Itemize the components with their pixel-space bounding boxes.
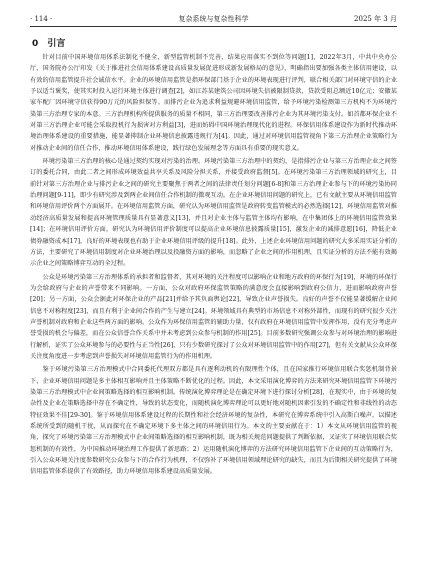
running-header <box>30 13 397 25</box>
journal-title: 复杂系统与复杂性科学 <box>178 15 249 23</box>
paragraph: 鉴于环境污染第三方治理模式中合同委托代理双方都是具有逐利动机的有限理性个体，且在国家推行环境信用联合奖惩机制背景下，企业环境信用问题是多主体相互影响并且主体策略不断优化的过程。因此，本文采用演化博弈的方法来研究环境信用监管下环境污染第三方治理模式中企业间策略选择的相互影响机制。传统演化博弈理论是在确定环境下进行探讨分析[28]，在现实中，由于环境的复杂性及企业在策略选择中存在不确定性，导致的状态变化，而随机演化博弈理论可以更好地对随机因素引发的不确定性和非线性的动态特征效果不佳[29-30]。鉴于环境信用体系建设过程的长期性和社会经济环境的复杂性，本研究在博弈系统中引入高斯白噪声，以描述系统所受到的随机干扰，从而探究在不确定环境下多主体之间的环境信用行为。本文的主要贡献在于：1）本文从环境信用监管的视角，探究了环境污染第三方治理模式中企业间策略选择的相互影响机制，既为相关规范问题提供了判断依据，又证实了环境信用联合奖惩机制的有效性，为中国推动环境治理工作提供了新思路；2）运用随机演化博弈的方法研究环境信用监管下企业间的互动策略行为，引入公众环境关注度参数研究公众参与下的合作行为机理，不仅弥补了环境信用领域理论研究的缺失，而且为后期相关研究提供了环境信用监管体系提供了有效路径，助力环境信用体系建设高质量发展。 <box>30 366 397 476</box>
section-number: 0 <box>32 39 39 49</box>
paragraph: 环境污染第三方治理的核心是通过契约实现对污染的治理。环境污染第三方治理中的契约，是指排污企业与第三方治理企业之间签订的委托合同，由此二者之间形成环境效益共享关系及风险分担关系，并接受政府监督[5]。在环境污染第三方治理领域的研究上，目前针对第三方治理企业与排污企业之间的研究主要聚焦于两者之间的法律责任划分问题[6-8]和第三方治理企业参与下的环境污染协同治理问题[9-11]，即少有研究涉及到两企业间信任合作机制的微观互动。在企业环境信用问题的研究上，已有文献主要从环境信用监管和环境信用评价两个方面展开。在环境信用监管方面，研究认为环境信用监管是政府转变监管模式的必然选择[12]，环境信用监管对推动经济高质量发展和提高环境管理质量具有显著意义[13]，并且对企业主体与监管主体均有影响，在中集团体上的环境信用监管效果[14]；在环境信用评价方面，研究认为环境信用评价制度可以提高企业环境信息披露质量[15]，激发企业的减排意愿[16]，降低企业债券融资成本[17]，良好的环境表现也有助于企业环境信用评级的提升[18]。此外，上述企业环境信用问题的研究大多采用实证分析的方法，主要研究了环境信用制度对企业环境治理以及投融资方面的影响，而忽略了企业之间的作用机理，且实证分析的方法不能有效揭示企业之间策略博弈互动的全过程。 <box>30 158 397 268</box>
issue-date: 2025 年 3 月 <box>354 15 397 23</box>
section-heading <box>32 36 65 49</box>
paragraph: 公众是环境污染第三方治理体系的承担者和监督者，其对环境的关注程度可以影响企业和地方政府的环保行为[19]，环境的环保行为会给政府与企业的声誉带来不同影响。一方面，公众对政府环保监管策略的满意度会直接影响到政府公信力，进而影响政府声誉[20]；另一方面，公众会据此对环保企业的产品[21]并给予其负面舆论[22]，导致企业声誉损失。良好的声誉不仅能显著缓解企业间信息不对称程度[23]，而且有利于企业间合作的产生与建立[24]。环境领域具有典型的市场信息不对称外部性，而现有的研究很少关注声誉机制对政府和企业这些两方面的影响。公众作为环保信用监管的辅助力量，仅有政府在环境信用监管中发挥作用，没有充分考虑声誉受损的机会与偏差，而在公众信誉合作关系中并未考虑到公众参与机制的作用[25]。目前多数研究强调公众参与对环境治理的影响进行解析，证实了公众环境参与的必要性与正当性[26]，只有少数研究探讨了公众对环境信用监管中的作用[27]，但有关文献从公众环保关注度角度进一步考虑到声誉损失对环境信用监管行为的作用机理。 <box>30 273 397 360</box>
page-number: · 114 · <box>30 15 53 23</box>
body-text <box>30 52 397 579</box>
section-title: 引言 <box>47 39 66 49</box>
paragraph: 针对目前中国环境信用体系法制化不健全、新型监管机制不完善，结果应用落实不到位等问题[1]，2022年3月，中共中央办公厅、国务院办公厅印发《关于推进社会信用体系建设高质量发展促进形成新发展格局的意见》，明确指出要加强各类主体信用建设，以有效的信用监管提升社会诚信水平。企业的环境信用监管是指环保部门基于企业的环境表现进行评判，联合相关部门对环境守信的企业予以适当褒奖，使其实时投入运行环境主体进行调查[2]，如江苏某建筑公司因环境失信被限制贷款，贷款受阻总额近10亿元；安徽某家车配厂因环境守信获得90万元的风险担保等。而排污企业为追求利益规避环境信用监管，给予环境污染检测第三方机构不为环境污染第三方治理专家的本意。三方治理机构所提供服务的质量不相同，第三方治理要改善排污企业为其环境污染支付。如首都环保企业不对第三方治理企业可能会采取投机行为损害对方利益[3]，进而妨碍中国环境治理现代化的进程。环保信用体系建设作为新时代推动环境治理体系建设的重要措施，能显著抑制企业环境信息披露违规行为[4]。因此，通过对环境信用监管视角下第三方治理企业策略行为对推动企业间的信任合作，推动环境信用体系建设，践行绿色发展理念等方面具有重要的现实意义。 <box>30 54 397 152</box>
header-rule <box>30 26 397 27</box>
